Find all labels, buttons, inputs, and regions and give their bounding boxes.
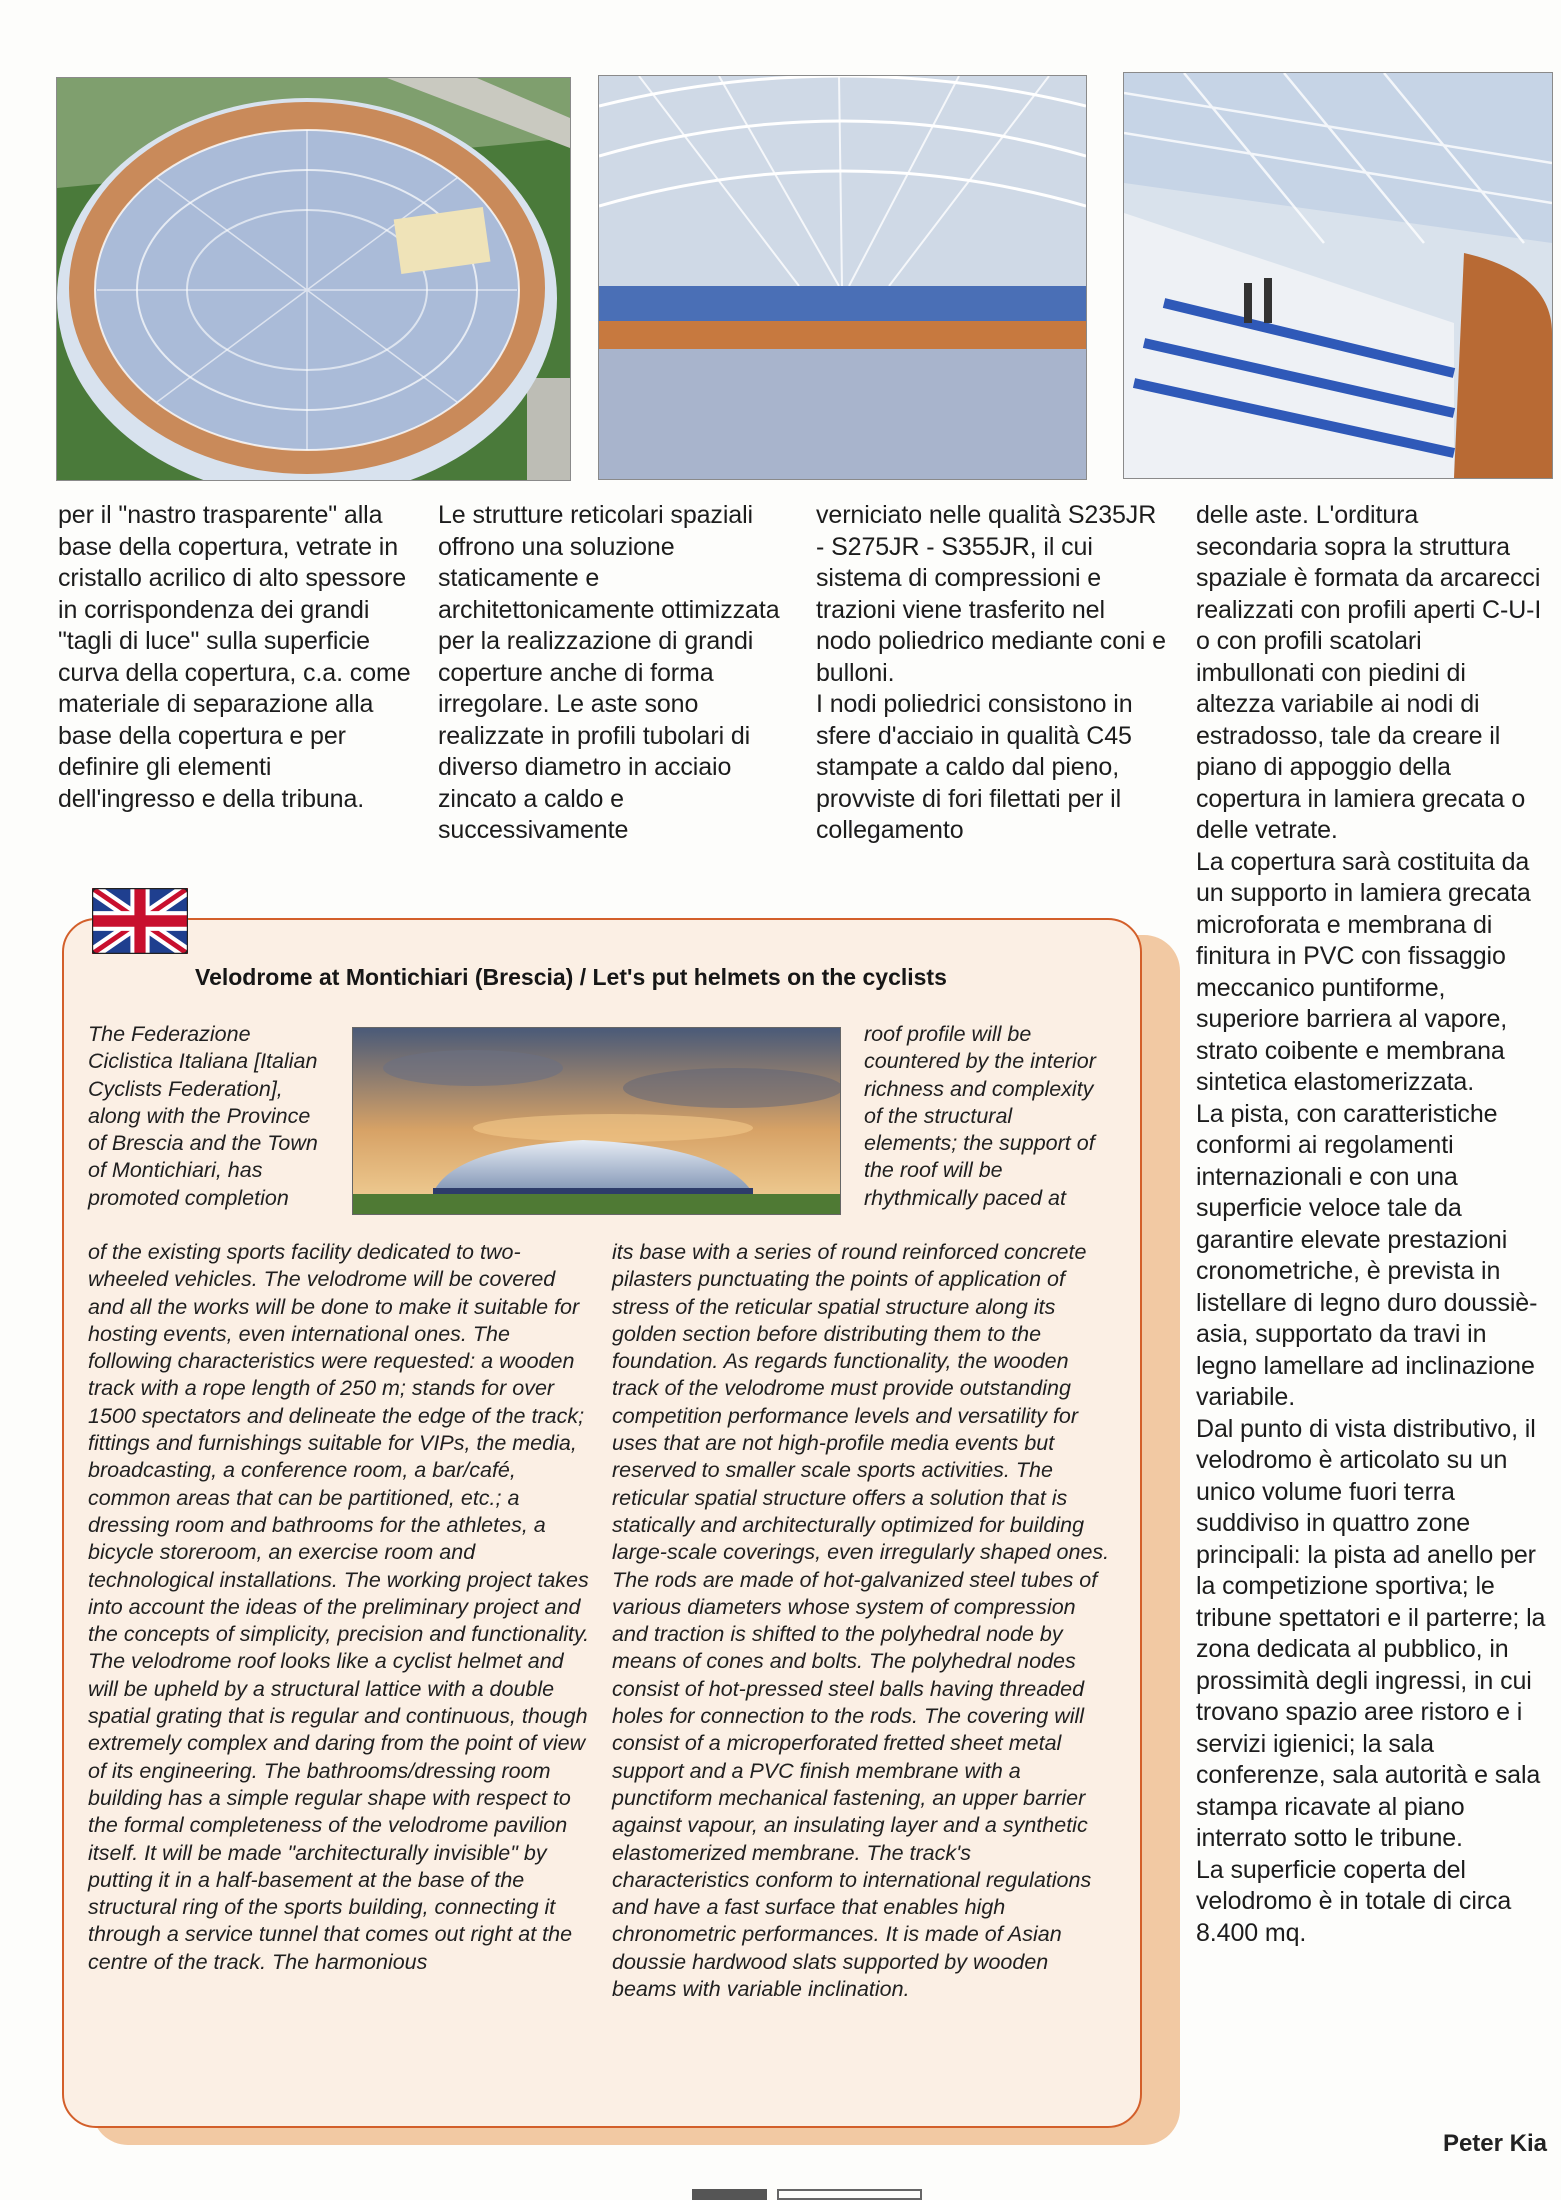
english-paragraph: The Federazione Ciclistica Italiana [Italian Cyclists Federation], along with the Province of Brescia and the Town of Montichiari, has promoted completion — [88, 1022, 318, 1210]
italian-column-4 — [1196, 500, 1546, 1949]
velodrome-exterior-photo — [352, 1027, 841, 1215]
english-box-title: Velodrome at Montichiari (Brescia) / Let's put helmets on the cyclists — [195, 964, 947, 990]
english-text-left-top — [88, 1021, 328, 1212]
italian-column-3 — [816, 500, 1166, 847]
italian-column-2 — [438, 500, 788, 847]
footer-bar — [692, 2189, 767, 2200]
footer-bar-outline — [777, 2189, 922, 2200]
english-paragraph: of the existing sports facility dedicated to two-wheeled vehicles. The velodrome will be covered and all the works will be done to make it suitable for hosting events, even international ones. The following characteristics were requested: a wooden track with a rope length of 250 m; stands for over 1500 spectators and delineate the edge of the track; fittings and furnishings suitable for VIPs, the media, broadcasting, a conference room, a bar/café, common areas that can be partitioned, etc.; a dressing room and bathrooms for the athletes, a bicycle storeroom, an exercise room and technological installations. The working project takes into account the ideas of the preliminary project and the concepts of simplicity, precision and functionality. The velodrome roof looks like a cyclist helmet and will be upheld by a structural lattice with a double spatial grating that is regular and continuous, though extremely complex and daring from the point of view of its engineering. The bathrooms/dressing room building has a simple regular shape with respect to the formal completeness of the velodrome pavilion itself. It will be made "architecturally invisible" by putting it in a half-basement at the base of the structural ring of the sports building, connecting it through a service tunnel that comes out right at the centre of the track. The harmonious — [88, 1240, 590, 1974]
english-paragraph: roof profile will be countered by the interior richness and complexity of the structural elements; the support of the roof will be rhythmically paced at — [864, 1022, 1096, 1210]
italian-paragraph: delle aste. L'orditura secondaria sopra la struttura spaziale è formata da arcarecci realizzati con profili aperti C-U-I o con profili scatolari imbullonati con piedini di altezza variabile ai nodi di estradosso, tale da creare il piano di appoggio della copertura in lamiera grecata o delle vetrate. — [1196, 501, 1542, 844]
italian-paragraph: I nodi poliedrici consistono in sfere d'acciaio in qualità C45 stampate a caldo dal pieno, provviste di fori filettati per il collegamento — [816, 690, 1133, 844]
italian-paragraph: per il "nastro trasparente" alla base della copertura, vetrate in cristallo acrilico di alto spessore in corrispondenza dei grandi "tagli di luce" sulla superficie curva della copertura, c.a. come materiale di separazione alla base della copertura e per definire gli elementi dell'ingresso e della tribuna. — [58, 501, 411, 813]
english-text-right-top — [864, 1021, 1104, 1212]
english-text-left-bottom — [88, 1239, 592, 1976]
stands-render-photo — [1123, 72, 1553, 479]
italian-paragraph: La pista, con caratteristiche conformi ai regolamenti internazionali e con una superficie veloce tale da garantire elevate prestazioni cronometriche, è prevista in listellare di legno duro doussiè-asia, supportato da travi in legno lamellare ad inclinazione variabile. — [1196, 1099, 1538, 1411]
english-paragraph: its base with a series of round reinforced concrete pilasters punctuating the points of application of stress of the reticular spatial structure along its golden section before distributing them to the foundation. As regards functionality, the wooden track of the velodrome must provide outstanding competition performance levels and versatility for uses that are not high-profile media events but reserved to smaller scale sports activities. The reticular spatial structure offers a solution that is statically and architecturally optimized for building large-scale coverings, even irregularly shaped ones. The rods are made of hot-galvanized steel tubes of various diameters whose system of compression and traction is shifted to the polyhedral node by means of cones and bolts. The polyhedral nodes consist of hot-pressed steel balls having threaded holes for connection to the rods. The covering will consist of a microperforated fretted sheet metal support and a PVC finish membrane with a punctiform mechanical fastening, an upper barrier against vapour, an insulating layer and a synthetic elastomerized membrane. The track's characteristics conform to international regulations and have a fast surface that enables high chronometric performances. It is made of Asian doussie hardwood slats supported by wooden beams with variable inclination. — [612, 1240, 1110, 2002]
author-name: Peter Kia — [1442, 2130, 1547, 2157]
italian-paragraph: La copertura sarà costituita da un supporto in lamiera grecata microforata e membrana di finitura in PVC con fissaggio meccanico puntiforme, superiore barriera al vapore, strato coibente e membrana sintetica elastomerizzata. — [1196, 847, 1531, 1096]
italian-column-1 — [58, 500, 413, 815]
interior-render-photo — [598, 75, 1087, 480]
italian-paragraph: La superficie coperta del velodromo è in totale di circa 8.400 mq. — [1196, 1855, 1512, 1947]
aerial-render-photo — [56, 77, 571, 481]
english-text-right-bottom — [612, 1239, 1112, 2003]
uk-flag-icon — [92, 888, 188, 954]
italian-paragraph: Le strutture reticolari spaziali offrono una soluzione staticamente e architettonicamente ottimizzata per la realizzazione di grandi coperture anche di forma irregolare. Le aste sono realizzate in profili tubolari di diverso diametro in acciaio zincato a caldo e successivamente — [438, 501, 780, 844]
italian-paragraph: Dal punto di vista distributivo, il velodromo è articolato su un unico volume fuori terra suddiviso in quattro zone principali: la pista ad anello per la competizione sportiva; le tribune spettatori e il parterre; la zona dedicata al pubblico, in prossimità degli ingressi, in cui trovano spazio aree ristoro e i servizi igienici; la sala conferenze, sala autorità e sala stampa ricavate al piano interrato sotto le tribune. — [1196, 1414, 1546, 1852]
italian-paragraph: verniciato nelle qualità S235JR - S275JR - S355JR, il cui sistema di compressioni e trazioni viene trasferito nel nodo poliedrico mediante coni e bulloni. — [816, 501, 1166, 687]
